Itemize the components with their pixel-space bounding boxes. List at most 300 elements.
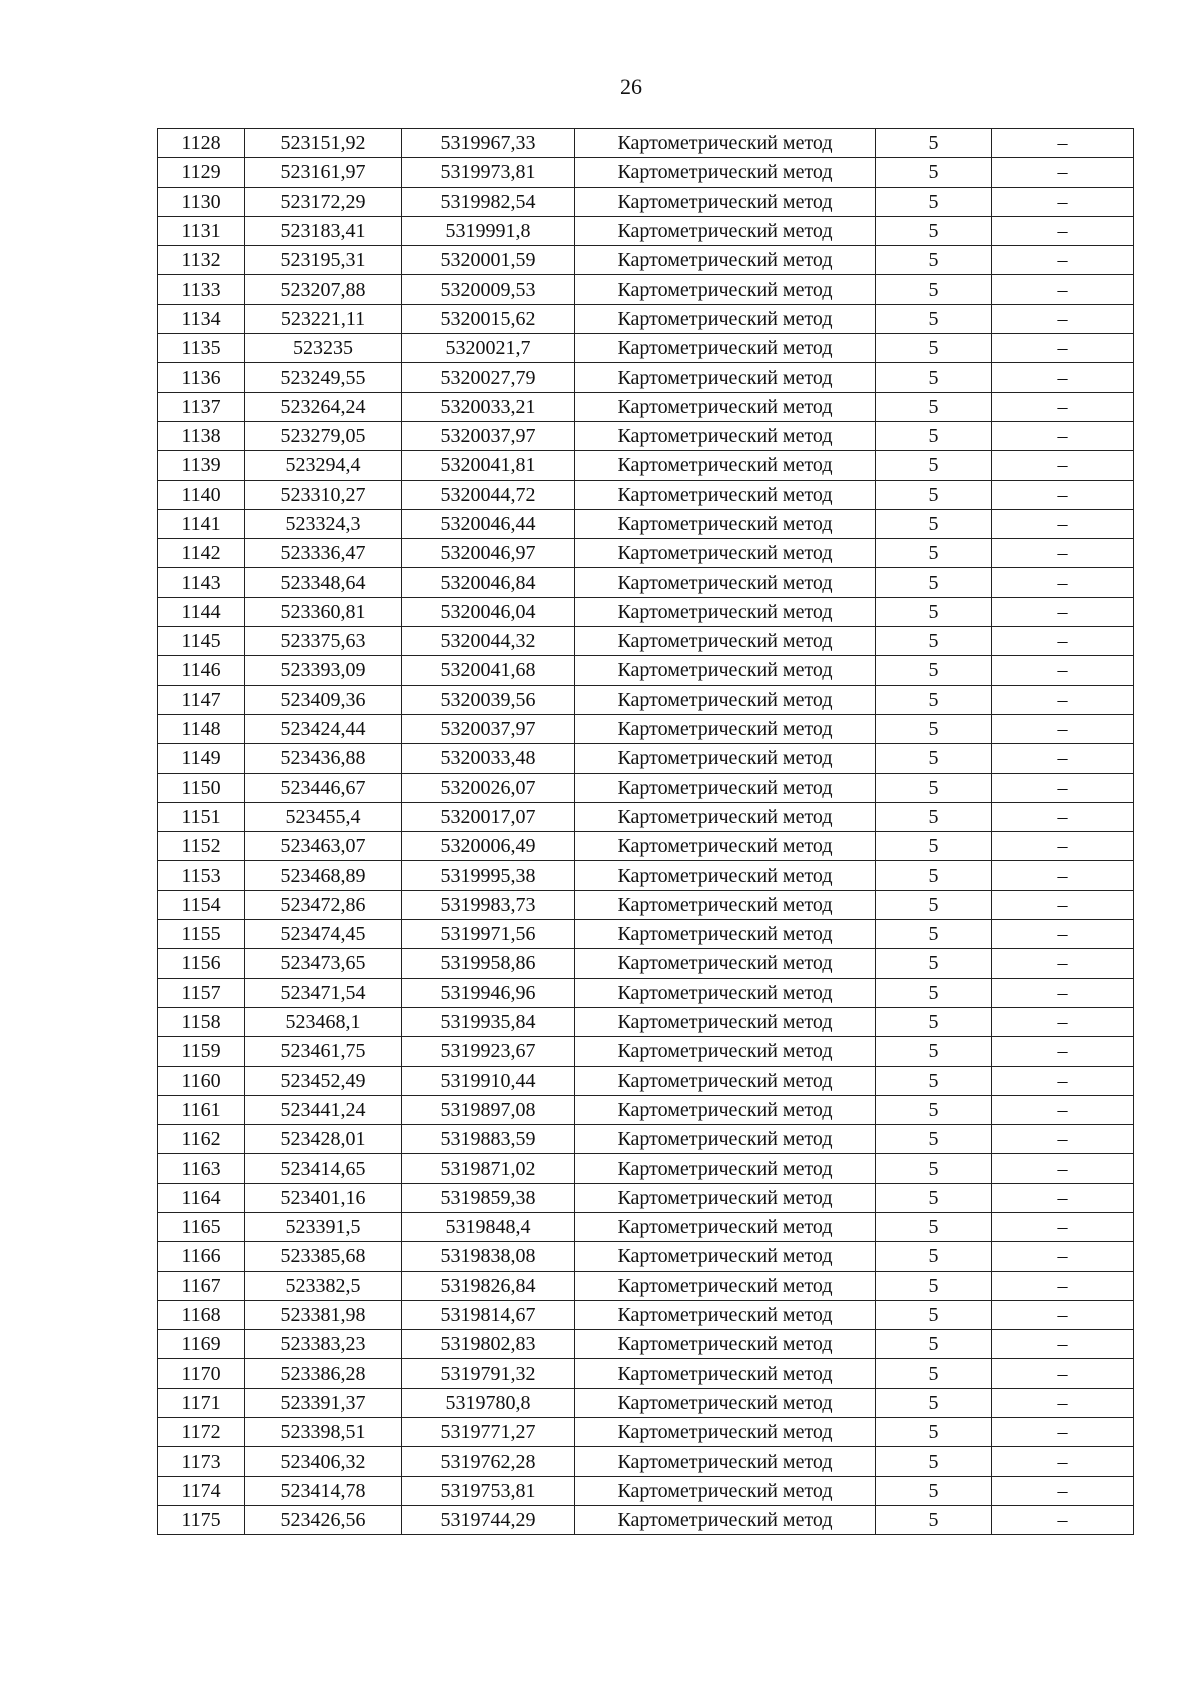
- x-coordinate-cell: 523324,3: [245, 509, 402, 538]
- method-cell: Картометрический метод: [575, 539, 876, 568]
- method-cell: Картометрический метод: [575, 480, 876, 509]
- x-coordinate-cell: 523151,92: [245, 129, 402, 158]
- point-number-cell: 1169: [158, 1330, 245, 1359]
- method-cell: Картометрический метод: [575, 714, 876, 743]
- point-number-cell: 1156: [158, 949, 245, 978]
- accuracy-cell: 5: [876, 861, 992, 890]
- table-row: [158, 1476, 1134, 1505]
- x-coordinate-cell: 523414,78: [245, 1476, 402, 1505]
- point-number-cell: 1170: [158, 1359, 245, 1388]
- method-cell: Картометрический метод: [575, 392, 876, 421]
- y-coordinate-cell: 5319995,38: [402, 861, 575, 890]
- method-cell: Картометрический метод: [575, 627, 876, 656]
- y-coordinate-cell: 5320001,59: [402, 246, 575, 275]
- point-number-cell: 1160: [158, 1066, 245, 1095]
- accuracy-cell: 5: [876, 1505, 992, 1534]
- description-cell: –: [992, 275, 1134, 304]
- description-cell: –: [992, 861, 1134, 890]
- y-coordinate-cell: 5319744,29: [402, 1505, 575, 1534]
- x-coordinate-cell: 523471,54: [245, 978, 402, 1007]
- point-number-cell: 1146: [158, 656, 245, 685]
- x-coordinate-cell: 523455,4: [245, 802, 402, 831]
- point-number-cell: 1152: [158, 832, 245, 861]
- point-number-cell: 1163: [158, 1154, 245, 1183]
- x-coordinate-cell: 523414,65: [245, 1154, 402, 1183]
- y-coordinate-cell: 5319967,33: [402, 129, 575, 158]
- table-row: [158, 714, 1134, 743]
- point-number-cell: 1154: [158, 890, 245, 919]
- x-coordinate-cell: 523207,88: [245, 275, 402, 304]
- table-row: [158, 158, 1134, 187]
- method-cell: Картометрический метод: [575, 773, 876, 802]
- table-row: [158, 656, 1134, 685]
- y-coordinate-cell: 5320046,97: [402, 539, 575, 568]
- table-row: [158, 451, 1134, 480]
- accuracy-cell: 5: [876, 304, 992, 333]
- point-number-cell: 1147: [158, 685, 245, 714]
- method-cell: Картометрический метод: [575, 216, 876, 245]
- accuracy-cell: 5: [876, 129, 992, 158]
- accuracy-cell: 5: [876, 1154, 992, 1183]
- y-coordinate-cell: 5319802,83: [402, 1330, 575, 1359]
- y-coordinate-cell: 5319897,08: [402, 1095, 575, 1124]
- point-number-cell: 1161: [158, 1095, 245, 1124]
- method-cell: Картометрический метод: [575, 861, 876, 890]
- method-cell: Картометрический метод: [575, 246, 876, 275]
- description-cell: –: [992, 1037, 1134, 1066]
- y-coordinate-cell: 5319814,67: [402, 1300, 575, 1329]
- method-cell: Картометрический метод: [575, 1447, 876, 1476]
- accuracy-cell: 5: [876, 627, 992, 656]
- point-number-cell: 1135: [158, 334, 245, 363]
- method-cell: Картометрический метод: [575, 334, 876, 363]
- table-row: [158, 1300, 1134, 1329]
- y-coordinate-cell: 5319946,96: [402, 978, 575, 1007]
- accuracy-cell: 5: [876, 1007, 992, 1036]
- point-number-cell: 1133: [158, 275, 245, 304]
- accuracy-cell: 5: [876, 158, 992, 187]
- accuracy-cell: 5: [876, 1476, 992, 1505]
- accuracy-cell: 5: [876, 1300, 992, 1329]
- method-cell: Картометрический метод: [575, 1476, 876, 1505]
- y-coordinate-cell: 5319935,84: [402, 1007, 575, 1036]
- method-cell: Картометрический метод: [575, 1271, 876, 1300]
- method-cell: Картометрический метод: [575, 685, 876, 714]
- accuracy-cell: 5: [876, 246, 992, 275]
- y-coordinate-cell: 5319848,4: [402, 1212, 575, 1241]
- point-number-cell: 1174: [158, 1476, 245, 1505]
- table-row: [158, 1418, 1134, 1447]
- point-number-cell: 1158: [158, 1007, 245, 1036]
- accuracy-cell: 5: [876, 744, 992, 773]
- description-cell: –: [992, 334, 1134, 363]
- y-coordinate-cell: 5320009,53: [402, 275, 575, 304]
- accuracy-cell: 5: [876, 1095, 992, 1124]
- x-coordinate-cell: 523473,65: [245, 949, 402, 978]
- x-coordinate-cell: 523424,44: [245, 714, 402, 743]
- point-number-cell: 1134: [158, 304, 245, 333]
- table-row: [158, 1007, 1134, 1036]
- point-number-cell: 1164: [158, 1183, 245, 1212]
- x-coordinate-cell: 523221,11: [245, 304, 402, 333]
- table-row: [158, 392, 1134, 421]
- table-row: [158, 1125, 1134, 1154]
- table-row: [158, 890, 1134, 919]
- method-cell: Картометрический метод: [575, 1388, 876, 1417]
- method-cell: Картометрический метод: [575, 363, 876, 392]
- y-coordinate-cell: 5320044,32: [402, 627, 575, 656]
- description-cell: –: [992, 949, 1134, 978]
- description-cell: –: [992, 1212, 1134, 1241]
- y-coordinate-cell: 5319838,08: [402, 1242, 575, 1271]
- table-row: [158, 1505, 1134, 1534]
- table-row: [158, 275, 1134, 304]
- point-number-cell: 1142: [158, 539, 245, 568]
- accuracy-cell: 5: [876, 1125, 992, 1154]
- description-cell: –: [992, 480, 1134, 509]
- y-coordinate-cell: 5320046,44: [402, 509, 575, 538]
- description-cell: –: [992, 1271, 1134, 1300]
- table-row: [158, 539, 1134, 568]
- x-coordinate-cell: 523360,81: [245, 597, 402, 626]
- x-coordinate-cell: 523172,29: [245, 187, 402, 216]
- description-cell: –: [992, 187, 1134, 216]
- accuracy-cell: 5: [876, 216, 992, 245]
- description-cell: –: [992, 802, 1134, 831]
- table-row: [158, 949, 1134, 978]
- point-number-cell: 1162: [158, 1125, 245, 1154]
- point-number-cell: 1173: [158, 1447, 245, 1476]
- accuracy-cell: 5: [876, 920, 992, 949]
- accuracy-cell: 5: [876, 597, 992, 626]
- table-row: [158, 597, 1134, 626]
- x-coordinate-cell: 523183,41: [245, 216, 402, 245]
- x-coordinate-cell: 523310,27: [245, 480, 402, 509]
- point-number-cell: 1151: [158, 802, 245, 831]
- table-row: [158, 978, 1134, 1007]
- description-cell: –: [992, 1505, 1134, 1534]
- method-cell: Картометрический метод: [575, 187, 876, 216]
- x-coordinate-cell: 523391,37: [245, 1388, 402, 1417]
- point-number-cell: 1143: [158, 568, 245, 597]
- description-cell: –: [992, 627, 1134, 656]
- x-coordinate-cell: 523468,1: [245, 1007, 402, 1036]
- point-number-cell: 1132: [158, 246, 245, 275]
- description-cell: –: [992, 832, 1134, 861]
- table-row: [158, 509, 1134, 538]
- method-cell: Картометрический метод: [575, 1037, 876, 1066]
- y-coordinate-cell: 5319973,81: [402, 158, 575, 187]
- description-cell: –: [992, 744, 1134, 773]
- y-coordinate-cell: 5320015,62: [402, 304, 575, 333]
- table-row: [158, 568, 1134, 597]
- y-coordinate-cell: 5319780,8: [402, 1388, 575, 1417]
- method-cell: Картометрический метод: [575, 890, 876, 919]
- description-cell: –: [992, 451, 1134, 480]
- description-cell: –: [992, 1476, 1134, 1505]
- point-number-cell: 1165: [158, 1212, 245, 1241]
- method-cell: Картометрический метод: [575, 421, 876, 450]
- accuracy-cell: 5: [876, 714, 992, 743]
- accuracy-cell: 5: [876, 1242, 992, 1271]
- accuracy-cell: 5: [876, 1212, 992, 1241]
- accuracy-cell: 5: [876, 1359, 992, 1388]
- point-number-cell: 1145: [158, 627, 245, 656]
- x-coordinate-cell: 523249,55: [245, 363, 402, 392]
- method-cell: Картометрический метод: [575, 568, 876, 597]
- y-coordinate-cell: 5319771,27: [402, 1418, 575, 1447]
- point-number-cell: 1148: [158, 714, 245, 743]
- accuracy-cell: 5: [876, 802, 992, 831]
- point-number-cell: 1144: [158, 597, 245, 626]
- accuracy-cell: 5: [876, 1183, 992, 1212]
- point-number-cell: 1157: [158, 978, 245, 1007]
- point-number-cell: 1167: [158, 1271, 245, 1300]
- description-cell: –: [992, 421, 1134, 450]
- method-cell: Картометрический метод: [575, 1505, 876, 1534]
- x-coordinate-cell: 523446,67: [245, 773, 402, 802]
- y-coordinate-cell: 5319859,38: [402, 1183, 575, 1212]
- table-row: [158, 1242, 1134, 1271]
- accuracy-cell: 5: [876, 421, 992, 450]
- point-number-cell: 1159: [158, 1037, 245, 1066]
- point-number-cell: 1139: [158, 451, 245, 480]
- accuracy-cell: 5: [876, 568, 992, 597]
- y-coordinate-cell: 5319923,67: [402, 1037, 575, 1066]
- method-cell: Картометрический метод: [575, 1095, 876, 1124]
- y-coordinate-cell: 5320046,84: [402, 568, 575, 597]
- y-coordinate-cell: 5319762,28: [402, 1447, 575, 1476]
- description-cell: –: [992, 597, 1134, 626]
- point-number-cell: 1175: [158, 1505, 245, 1534]
- x-coordinate-cell: 523386,28: [245, 1359, 402, 1388]
- table-row: [158, 1066, 1134, 1095]
- description-cell: –: [992, 1388, 1134, 1417]
- point-number-cell: 1138: [158, 421, 245, 450]
- method-cell: Картометрический метод: [575, 1212, 876, 1241]
- y-coordinate-cell: 5319826,84: [402, 1271, 575, 1300]
- table-row: [158, 480, 1134, 509]
- accuracy-cell: 5: [876, 773, 992, 802]
- x-coordinate-cell: 523436,88: [245, 744, 402, 773]
- description-cell: –: [992, 1183, 1134, 1212]
- table-row: [158, 685, 1134, 714]
- description-cell: –: [992, 1095, 1134, 1124]
- y-coordinate-cell: 5319991,8: [402, 216, 575, 245]
- table-row: [158, 1359, 1134, 1388]
- table-row: [158, 773, 1134, 802]
- point-number-cell: 1140: [158, 480, 245, 509]
- x-coordinate-cell: 523391,5: [245, 1212, 402, 1241]
- table-row: [158, 861, 1134, 890]
- table-row: [158, 1271, 1134, 1300]
- x-coordinate-cell: 523375,63: [245, 627, 402, 656]
- table-row: [158, 744, 1134, 773]
- x-coordinate-cell: 523474,45: [245, 920, 402, 949]
- method-cell: Картометрический метод: [575, 509, 876, 538]
- x-coordinate-cell: 523381,98: [245, 1300, 402, 1329]
- accuracy-cell: 5: [876, 187, 992, 216]
- x-coordinate-cell: 523385,68: [245, 1242, 402, 1271]
- table-row: [158, 421, 1134, 450]
- method-cell: Картометрический метод: [575, 1242, 876, 1271]
- y-coordinate-cell: 5320017,07: [402, 802, 575, 831]
- point-number-cell: 1137: [158, 392, 245, 421]
- description-cell: –: [992, 216, 1134, 245]
- point-number-cell: 1130: [158, 187, 245, 216]
- x-coordinate-cell: 523294,4: [245, 451, 402, 480]
- x-coordinate-cell: 523398,51: [245, 1418, 402, 1447]
- y-coordinate-cell: 5319883,59: [402, 1125, 575, 1154]
- method-cell: Картометрический метод: [575, 597, 876, 626]
- table-row: [158, 1154, 1134, 1183]
- y-coordinate-cell: 5320033,21: [402, 392, 575, 421]
- y-coordinate-cell: 5320033,48: [402, 744, 575, 773]
- description-cell: –: [992, 129, 1134, 158]
- point-number-cell: 1166: [158, 1242, 245, 1271]
- description-cell: –: [992, 246, 1134, 275]
- y-coordinate-cell: 5320037,97: [402, 714, 575, 743]
- method-cell: Картометрический метод: [575, 744, 876, 773]
- accuracy-cell: 5: [876, 656, 992, 685]
- point-number-cell: 1171: [158, 1388, 245, 1417]
- table-row: [158, 1388, 1134, 1417]
- table-row: [158, 1095, 1134, 1124]
- description-cell: –: [992, 1007, 1134, 1036]
- y-coordinate-cell: 5319983,73: [402, 890, 575, 919]
- point-number-cell: 1153: [158, 861, 245, 890]
- x-coordinate-cell: 523279,05: [245, 421, 402, 450]
- accuracy-cell: 5: [876, 451, 992, 480]
- x-coordinate-cell: 523195,31: [245, 246, 402, 275]
- method-cell: Картометрический метод: [575, 275, 876, 304]
- description-cell: –: [992, 1066, 1134, 1095]
- description-cell: –: [992, 1330, 1134, 1359]
- description-cell: –: [992, 656, 1134, 685]
- table-row: [158, 187, 1134, 216]
- table-row: [158, 129, 1134, 158]
- y-coordinate-cell: 5320041,68: [402, 656, 575, 685]
- method-cell: Картометрический метод: [575, 1007, 876, 1036]
- method-cell: Картометрический метод: [575, 1125, 876, 1154]
- accuracy-cell: 5: [876, 275, 992, 304]
- table-row: [158, 1183, 1134, 1212]
- description-cell: –: [992, 1418, 1134, 1447]
- x-coordinate-cell: 523348,64: [245, 568, 402, 597]
- description-cell: –: [992, 920, 1134, 949]
- accuracy-cell: 5: [876, 334, 992, 363]
- description-cell: –: [992, 568, 1134, 597]
- table-row: [158, 832, 1134, 861]
- y-coordinate-cell: 5320046,04: [402, 597, 575, 626]
- y-coordinate-cell: 5320037,97: [402, 421, 575, 450]
- method-cell: Картометрический метод: [575, 129, 876, 158]
- description-cell: –: [992, 539, 1134, 568]
- accuracy-cell: 5: [876, 1066, 992, 1095]
- y-coordinate-cell: 5320027,79: [402, 363, 575, 392]
- y-coordinate-cell: 5320021,7: [402, 334, 575, 363]
- x-coordinate-cell: 523461,75: [245, 1037, 402, 1066]
- x-coordinate-cell: 523406,32: [245, 1447, 402, 1476]
- x-coordinate-cell: 523472,86: [245, 890, 402, 919]
- table-row: [158, 802, 1134, 831]
- accuracy-cell: 5: [876, 1388, 992, 1417]
- description-cell: –: [992, 685, 1134, 714]
- accuracy-cell: 5: [876, 1447, 992, 1476]
- x-coordinate-cell: 523383,23: [245, 1330, 402, 1359]
- method-cell: Картометрический метод: [575, 1154, 876, 1183]
- description-cell: –: [992, 158, 1134, 187]
- point-number-cell: 1155: [158, 920, 245, 949]
- y-coordinate-cell: 5320039,56: [402, 685, 575, 714]
- accuracy-cell: 5: [876, 949, 992, 978]
- table-row: [158, 246, 1134, 275]
- y-coordinate-cell: 5319753,81: [402, 1476, 575, 1505]
- description-cell: –: [992, 304, 1134, 333]
- method-cell: Картометрический метод: [575, 920, 876, 949]
- point-number-cell: 1168: [158, 1300, 245, 1329]
- x-coordinate-cell: 523428,01: [245, 1125, 402, 1154]
- description-cell: –: [992, 1242, 1134, 1271]
- accuracy-cell: 5: [876, 363, 992, 392]
- coordinates-table-body: [158, 129, 1134, 1535]
- table-row: [158, 627, 1134, 656]
- table-row: [158, 363, 1134, 392]
- method-cell: Картометрический метод: [575, 304, 876, 333]
- method-cell: Картометрический метод: [575, 656, 876, 685]
- point-number-cell: 1172: [158, 1418, 245, 1447]
- x-coordinate-cell: 523409,36: [245, 685, 402, 714]
- description-cell: –: [992, 392, 1134, 421]
- accuracy-cell: 5: [876, 539, 992, 568]
- x-coordinate-cell: 523382,5: [245, 1271, 402, 1300]
- method-cell: Картометрический метод: [575, 451, 876, 480]
- point-number-cell: 1136: [158, 363, 245, 392]
- accuracy-cell: 5: [876, 890, 992, 919]
- accuracy-cell: 5: [876, 1271, 992, 1300]
- description-cell: –: [992, 1300, 1134, 1329]
- point-number-cell: 1141: [158, 509, 245, 538]
- x-coordinate-cell: 523393,09: [245, 656, 402, 685]
- method-cell: Картометрический метод: [575, 949, 876, 978]
- page-number: 26: [620, 74, 642, 99]
- accuracy-cell: 5: [876, 509, 992, 538]
- accuracy-cell: 5: [876, 978, 992, 1007]
- x-coordinate-cell: 523452,49: [245, 1066, 402, 1095]
- point-number-cell: 1150: [158, 773, 245, 802]
- method-cell: Картометрический метод: [575, 1183, 876, 1212]
- description-cell: –: [992, 978, 1134, 1007]
- table-row: [158, 216, 1134, 245]
- point-number-cell: 1128: [158, 129, 245, 158]
- accuracy-cell: 5: [876, 480, 992, 509]
- table-row: [158, 1212, 1134, 1241]
- x-coordinate-cell: 523336,47: [245, 539, 402, 568]
- point-number-cell: 1149: [158, 744, 245, 773]
- table-row: [158, 1037, 1134, 1066]
- x-coordinate-cell: 523441,24: [245, 1095, 402, 1124]
- accuracy-cell: 5: [876, 392, 992, 421]
- y-coordinate-cell: 5320041,81: [402, 451, 575, 480]
- x-coordinate-cell: 523468,89: [245, 861, 402, 890]
- x-coordinate-cell: 523161,97: [245, 158, 402, 187]
- table-row: [158, 1447, 1134, 1476]
- y-coordinate-cell: 5319871,02: [402, 1154, 575, 1183]
- description-cell: –: [992, 1154, 1134, 1183]
- y-coordinate-cell: 5319791,32: [402, 1359, 575, 1388]
- table-row: [158, 334, 1134, 363]
- point-number-cell: 1129: [158, 158, 245, 187]
